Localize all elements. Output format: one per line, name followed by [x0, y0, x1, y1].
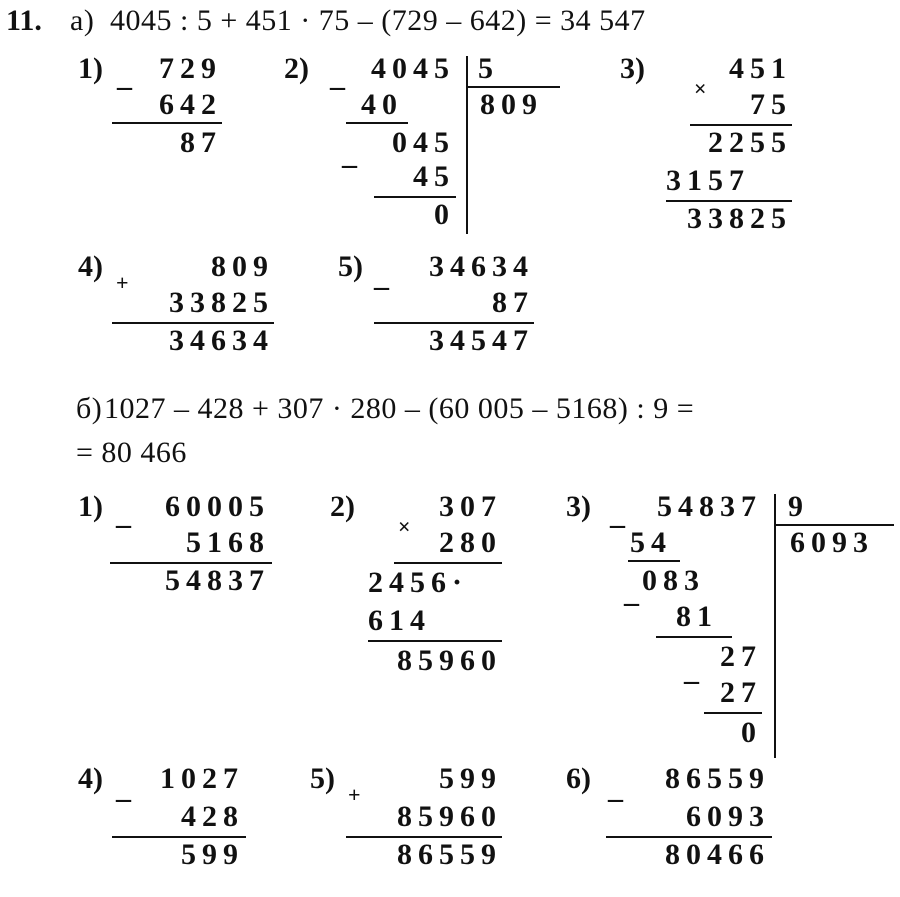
step-label: 5) — [310, 762, 335, 795]
minus-sign: _ — [374, 260, 389, 293]
partial-product-1: 2255 — [708, 126, 792, 159]
problem-number: 11. — [6, 4, 42, 37]
multiplier: 75 — [750, 88, 792, 121]
sum: 86559 — [397, 838, 502, 871]
subtrahend: 5168 — [186, 526, 270, 559]
quotient: 6093 — [790, 526, 874, 559]
part-b-label: б) — [76, 392, 103, 425]
remainder: 083 — [642, 564, 705, 597]
sum-line — [368, 640, 502, 642]
partial-product: 54 — [630, 526, 672, 559]
difference: 599 — [181, 838, 244, 871]
minuend: 86559 — [665, 762, 770, 795]
sum: 34634 — [169, 324, 274, 357]
partial-line — [656, 636, 732, 638]
minus-sign: _ — [116, 498, 131, 531]
addend-2: 85960 — [397, 800, 502, 833]
subtrahend: 642 — [159, 88, 222, 121]
part-a-expression: 4045 : 5 + 451 · 75 – (729 – 642) = 34 547 — [110, 4, 646, 37]
step-label: 4) — [78, 250, 103, 283]
minus-sign: _ — [610, 498, 625, 531]
step-label: 2) — [330, 490, 355, 523]
part-b-expression-line-1: 1027 – 428 + 307 · 280 – (60 005 – 5168) : 9 = — [104, 392, 695, 425]
division-bar — [774, 494, 776, 758]
result-line — [112, 122, 222, 124]
multiplicand: 307 — [439, 490, 502, 523]
step-label: 1) — [78, 52, 103, 85]
minus-sign: _ — [117, 60, 132, 93]
minus-sign: _ — [342, 138, 357, 171]
minuend: 1027 — [160, 762, 244, 795]
remainder: 045 — [392, 126, 455, 159]
product-line — [394, 562, 502, 564]
partial-line — [346, 122, 408, 124]
part-b-expression-line-2: = 80 466 — [76, 436, 187, 469]
subtrahend: 87 — [492, 286, 534, 319]
partial-product: 27 — [720, 676, 762, 709]
subtrahend: 6093 — [686, 800, 770, 833]
final-remainder: 0 — [741, 716, 762, 749]
partial-product: 45 — [413, 160, 455, 193]
partial-product-2: 3157 — [666, 164, 750, 197]
product: 33825 — [687, 202, 792, 235]
division-bar — [466, 56, 468, 234]
step-label: 3) — [566, 490, 591, 523]
step-label: 5) — [338, 250, 363, 283]
times-sign: × — [398, 514, 411, 539]
minus-sign: _ — [624, 576, 639, 609]
difference: 87 — [180, 126, 222, 159]
minus-sign: _ — [608, 772, 623, 805]
minus-sign: _ — [330, 60, 345, 93]
addend-2: 33825 — [169, 286, 274, 319]
subtrahend: 428 — [181, 800, 244, 833]
divisor: 5 — [478, 52, 499, 85]
minus-sign: _ — [116, 772, 131, 805]
step-label: 1) — [78, 490, 103, 523]
partial-product: 40 — [361, 88, 403, 121]
step-label: 2) — [284, 52, 309, 85]
divisor: 9 — [788, 490, 809, 523]
product: 85960 — [397, 644, 502, 677]
step-label: 3) — [620, 52, 645, 85]
step-label: 6) — [566, 762, 591, 795]
multiplier: 280 — [439, 526, 502, 559]
difference: 34547 — [429, 324, 534, 357]
step-label: 4) — [78, 762, 103, 795]
partial-product-1: 2456· — [368, 566, 469, 599]
multiplicand: 451 — [729, 52, 792, 85]
plus-sign: + — [116, 270, 129, 295]
minuend: 34634 — [429, 250, 534, 283]
dividend: 54837 — [657, 490, 762, 523]
plus-sign: + — [348, 782, 361, 807]
difference: 80466 — [665, 838, 770, 871]
addend-1: 599 — [439, 762, 502, 795]
minus-sign: _ — [684, 654, 699, 687]
minuend: 60005 — [165, 490, 270, 523]
partial-product-2: 614 — [368, 604, 431, 637]
final-remainder: 0 — [434, 198, 455, 231]
part-a-label: а) — [70, 4, 95, 37]
times-sign: × — [694, 76, 707, 101]
minuend: 729 — [159, 52, 222, 85]
partial-product: 81 — [676, 600, 718, 633]
addend-1: 809 — [211, 250, 274, 283]
dividend: 4045 — [371, 52, 455, 85]
remainder: 27 — [720, 640, 762, 673]
quotient: 809 — [480, 88, 543, 121]
partial-line — [628, 560, 680, 562]
partial-line — [704, 712, 762, 714]
difference: 54837 — [165, 564, 270, 597]
